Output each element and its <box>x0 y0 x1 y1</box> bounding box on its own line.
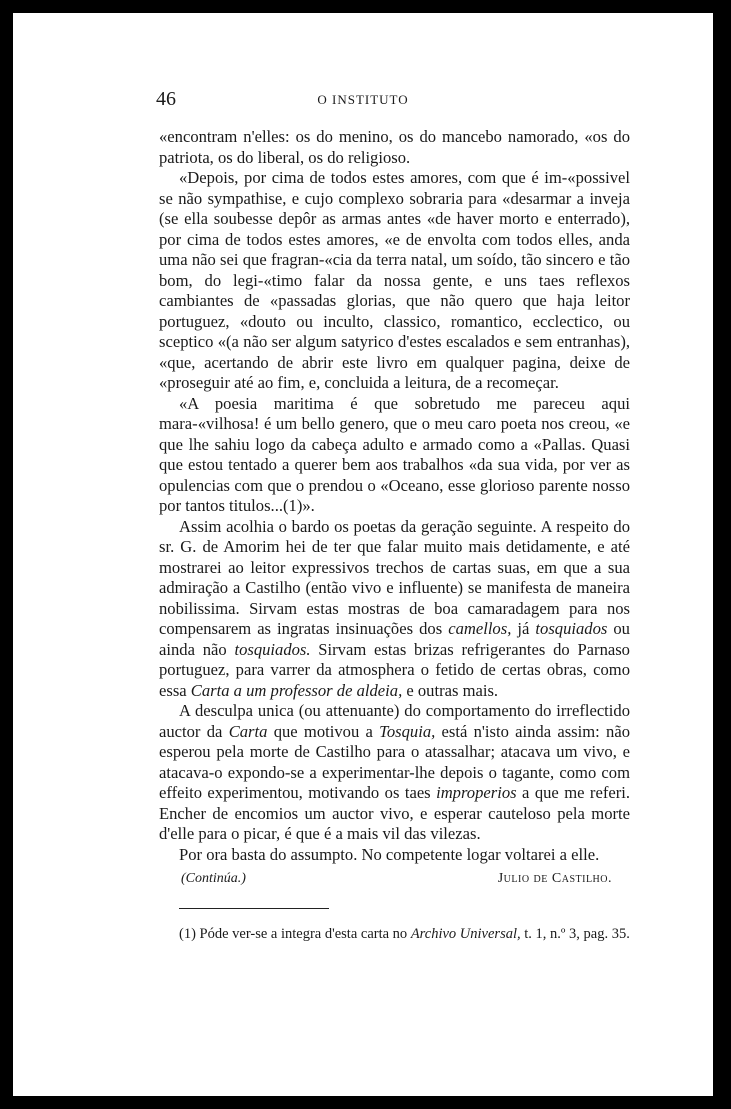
paragraph: A desculpa unica (ou attenuante) do comportamento do irreflectido auctor da Carta que motivou a Tosquia, está n'isto ainda assim: não esperou pela morte de Castilho para o atassalhar; atacava um vivo, e atacava-o expondo-se a experimentar-lhe depois o tagante, como com effeito experimentou, motivando os taes improperios a que me referi. Encher de encomios um auctor vivo, e esperar cauteloso pela morte d'elle para o picar, é que é a mais vil das vilezas. <box>159 701 630 843</box>
paragraph: «A poesia maritima é que sobretudo me pareceu aqui mara-«vilhosa! é um bello genero, que o meu caro poeta nos creou, «e que lhe sahiu logo da cabeça adulto e armado como a «Pallas. Quasi que estou tentado a querer bem aos trabalhos «da sua vida, por ver as opulencias com que o prendou o «Oceano, esse glorioso parente nosso por tantos titulos...(1)». <box>159 393 630 515</box>
running-title: O INSTITUTO <box>317 92 409 107</box>
body-text <box>159 127 630 943</box>
footnote: (1) Póde ver-se a integra d'esta carta no Archivo Universal, t. 1, n.º 3, pag. 35. <box>179 926 630 942</box>
paragraph: «Depois, por cima de todos estes amores, com que é im-«possivel se não sympathise, e cujo complexo sobraria para «desarmar a inveja (se ella soubesse depôr as armas antes «de haver morto e enterrado), por cima de todos estes amores, «e de envolta com todos elles, anda uma não sei que fragran-«cia da terra natal, um soído, tão sincero e tão bom, do legi-«timo falar da nossa gente, e uns taes reflexos cambiantes de «passadas glorias, que não quero que haja leitor portuguez, «douto ou inculto, classico, romantico, ecclectico, ou sceptico «(a não ser algum satyrico d'estes escalados e sem entranhas), «que, acertando de abrir este livro em qualquer pagina, deixe de «proseguir até ao fim, e, concluida a leitura, de a recomeçar. <box>159 168 630 392</box>
paragraph: Por ora basta do assumpto. No competente logar voltarei a elle. <box>179 844 600 864</box>
continua-note: (Continúa.) <box>181 871 246 886</box>
page-number: 46 <box>156 88 176 110</box>
paragraph: «encontram n'elles: os do menino, os do mancebo namorado, «os do patriota, os do liberal, os do religioso. <box>159 127 630 167</box>
page-header <box>13 88 713 114</box>
author-signature: Julio de Castilho. <box>497 871 612 886</box>
document-page <box>13 13 713 1096</box>
footnote-divider <box>179 908 329 909</box>
paragraph: Assim acolhia o bardo os poetas da geração seguinte. A respeito do sr. G. de Amorim hei de ter que falar muito mais detidamente, e até mostrarei ao leitor expressivos trechos de cartas suas, em que a sua admiração a Castilho (então vivo e influente) se manifesta de maneira nobilissima. Sirvam estas mostras de boa camaradagem para nos compensarem as ingratas insinuações dos camellos, já tosquiados ou ainda não tosquiados. Sirvam estas brizas refrigerantes do Parnaso portuguez, para varrer da atmosphera o fetido de certas obras, como essa Carta a um professor de aldeia, e outras mais. <box>159 516 630 700</box>
signature-row <box>159 869 630 889</box>
